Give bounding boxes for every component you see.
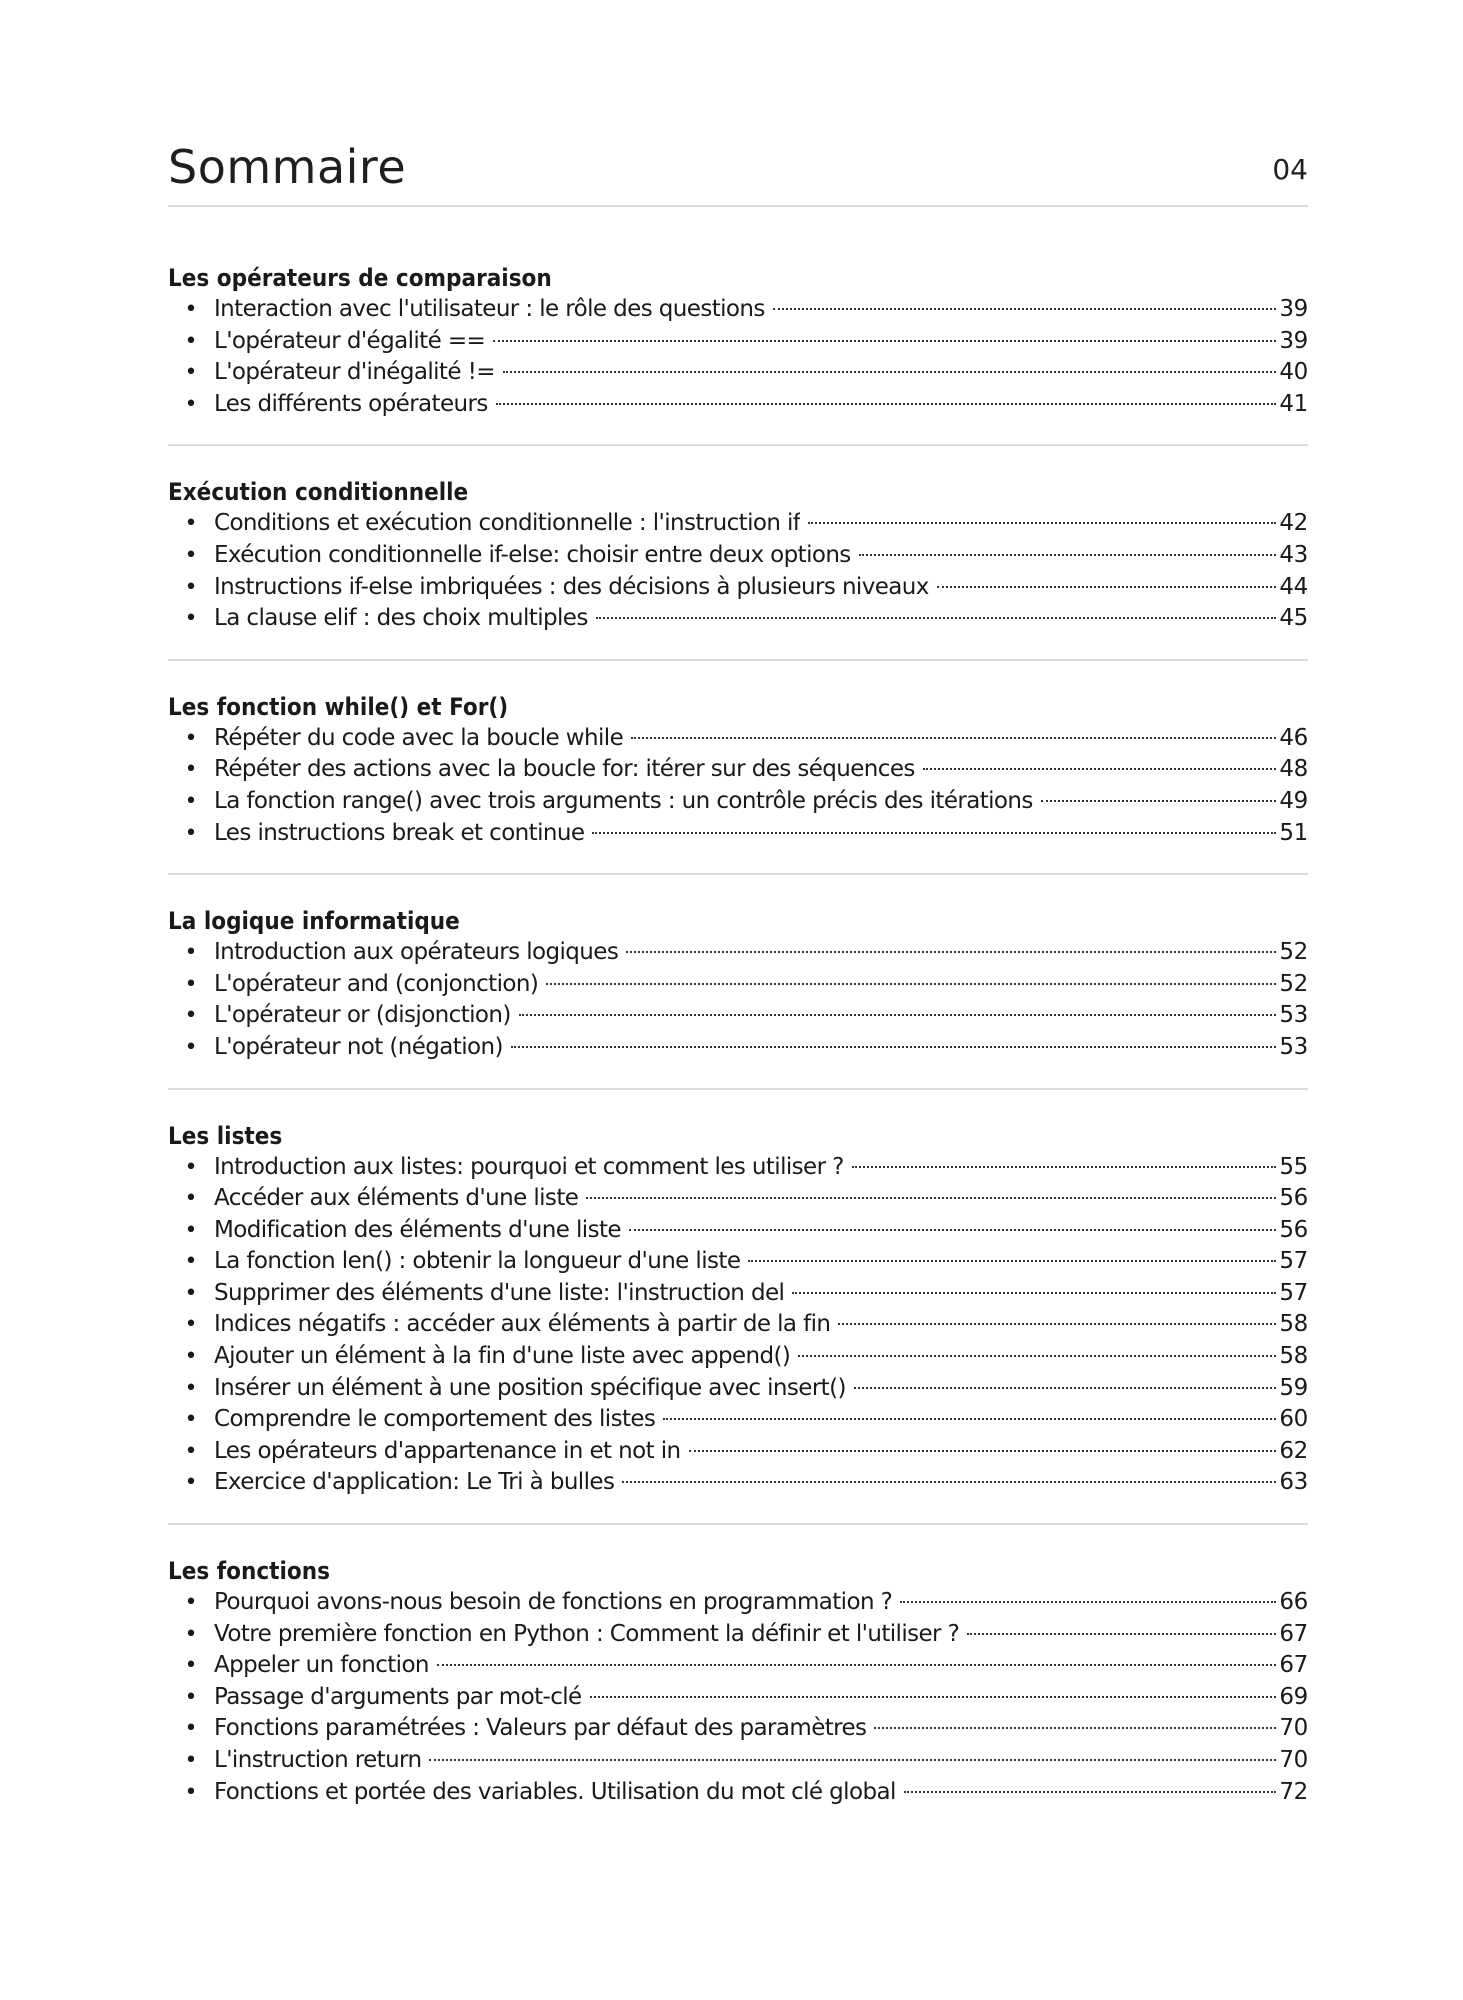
toc-entry[interactable] [168,1745,1308,1777]
bullet-icon: • [184,1716,198,1742]
entry-page-number: 62 [1279,1437,1308,1464]
bullet-icon: • [184,1684,198,1710]
section-entry-list [168,1587,1308,1808]
dot-leader [503,371,1276,373]
entry-label: Introduction aux listes: pourquoi et comment les utiliser ? [214,1153,844,1180]
entry-page-number: 60 [1279,1406,1308,1433]
dot-leader [874,1727,1276,1729]
bullet-icon: • [184,1407,198,1433]
bullet-icon: • [184,725,198,751]
entry-page-number: 39 [1279,327,1308,354]
toc-entry[interactable] [168,1183,1308,1215]
section-divider [168,444,1308,446]
toc-entry[interactable] [168,723,1308,755]
section-title: Les fonction while() et For() [168,692,509,721]
entry-page-number: 56 [1279,1216,1308,1243]
entry-page-number: 56 [1279,1185,1308,1212]
entry-page-number: 40 [1279,359,1308,386]
dot-leader [546,983,1276,985]
section-entry-list [168,508,1308,634]
dot-leader [773,308,1277,310]
dot-leader [792,1292,1276,1294]
entry-page-number: 51 [1279,819,1308,846]
section-divider [168,873,1308,875]
entry-label: L'instruction return [214,1747,422,1773]
toc-entry[interactable] [168,1309,1308,1341]
bullet-icon: • [184,940,198,966]
dot-leader [586,1197,1276,1199]
entry-label: La fonction range() avec trois arguments : un contrôle précis des itérations [214,787,1033,814]
dot-leader [854,1387,1276,1389]
bullet-icon: • [184,1154,198,1180]
entry-page-number: 44 [1279,573,1308,600]
entry-page-number: 72 [1279,1778,1308,1805]
toc-sections [168,262,1308,1808]
dot-leader [590,1696,1277,1698]
toc-entry[interactable] [168,1000,1308,1032]
entry-page-number: 42 [1279,510,1308,537]
toc-entry[interactable] [168,818,1308,850]
entry-label: Pourquoi avons-nous besoin de fonctions en programmation ? [214,1589,893,1616]
toc-section [168,691,1308,875]
dot-leader [1041,800,1277,802]
bullet-icon: • [184,1186,198,1212]
entry-label: Passage d'arguments par mot-clé [214,1683,582,1710]
dot-leader [904,1791,1277,1793]
entry-label: L'opérateur d'égalité == [214,327,486,354]
dot-leader [429,1759,1276,1761]
dot-leader [493,340,1276,342]
entry-label: Répéter des actions avec la boucle for: itérer sur des séquences [214,756,915,783]
entry-page-number: 70 [1279,1715,1308,1742]
dot-leader [592,832,1276,834]
entry-page-number: 45 [1279,605,1308,632]
section-title: Exécution conditionnelle [168,478,469,507]
entry-page-number: 67 [1279,1652,1308,1679]
section-title: Les opérateurs de comparaison [168,264,552,292]
toc-entry[interactable] [168,1404,1308,1436]
entry-page-number: 69 [1279,1683,1308,1710]
dot-leader [923,768,1277,770]
section-title: Les fonctions [168,1557,330,1586]
dot-leader [689,1450,1277,1452]
entry-page-number: 52 [1279,970,1308,997]
bullet-icon: • [184,1438,198,1464]
toc-entry[interactable] [168,937,1308,969]
toc-entry[interactable] [168,1436,1308,1468]
entry-label: Accéder aux éléments d'une liste [214,1185,579,1212]
entry-page-number: 55 [1279,1153,1308,1180]
page-header [168,140,1308,194]
dot-leader [511,1046,1277,1048]
section-divider [168,1523,1308,1525]
toc-entry[interactable] [168,1682,1308,1714]
toc-entry[interactable] [168,1587,1308,1619]
entry-page-number: 49 [1279,787,1308,814]
bullet-icon: • [184,1748,198,1773]
entry-label: Interaction avec l'utilisateur : le rôle des questions [214,296,765,322]
section-title: La logique informatique [168,907,460,936]
entry-page-number: 58 [1279,1311,1308,1338]
toc-entry[interactable] [168,1215,1308,1247]
toc-entry[interactable] [168,603,1308,635]
bullet-icon: • [184,1653,198,1679]
dot-leader [852,1166,1277,1168]
entry-page-number: 57 [1279,1248,1308,1275]
entry-label: Supprimer des éléments d'une liste: l'instruction del [214,1279,785,1306]
entry-label: L'opérateur not (négation) [214,1033,503,1060]
entry-label: La clause elif : des choix multiples [214,605,588,632]
entry-label: Exercice d'application: Le Tri à bulles [214,1469,615,1496]
section-entry-list [168,294,1308,420]
entry-page-number: 67 [1279,1620,1308,1647]
entry-page-number: 48 [1279,756,1308,783]
entry-label: Fonctions paramétrées : Valeurs par défaut des paramètres [214,1715,867,1742]
toc-section [168,1555,1308,1808]
bullet-icon: • [184,542,198,568]
toc-entry[interactable] [168,1373,1308,1405]
bullet-icon: • [184,1470,198,1496]
toc-entry[interactable] [168,508,1308,540]
entry-label: Répéter du code avec la boucle while [214,724,624,751]
entry-page-number: 53 [1279,1002,1308,1029]
dot-leader [596,617,1277,619]
section-divider [168,1088,1308,1090]
toc-entry[interactable] [168,1341,1308,1373]
toc-entry[interactable] [168,754,1308,786]
toc-section [168,476,1308,660]
bullet-icon: • [184,360,198,386]
toc-entry[interactable] [168,1713,1308,1745]
entry-page-number: 52 [1279,939,1308,966]
dot-leader [937,586,1277,588]
section-entry-list [168,1152,1308,1500]
entry-page-number: 43 [1279,541,1308,568]
toc-entry[interactable] [168,1246,1308,1278]
dot-leader [859,554,1277,556]
toc-section [168,905,1308,1089]
toc-entry[interactable] [168,357,1308,389]
entry-page-number: 46 [1279,724,1308,751]
toc-entry[interactable] [168,389,1308,421]
toc-entry[interactable] [168,294,1308,326]
dot-leader [629,1229,1276,1231]
toc-entry[interactable] [168,326,1308,358]
dot-leader [626,951,1276,953]
page-title: Sommaire [168,140,407,194]
header-divider [168,205,1308,207]
entry-label: Les opérateurs d'appartenance in et not in [214,1437,681,1464]
bullet-icon: • [184,511,198,537]
bullet-icon: • [184,757,198,783]
dot-leader [519,1014,1277,1016]
section-title: Les listes [168,1121,283,1150]
toc-entry[interactable] [168,1278,1308,1310]
section-entry-list [168,937,1308,1063]
dot-leader [798,1355,1276,1357]
entry-label: Fonctions et portée des variables. Utilisation du mot clé global [214,1778,896,1805]
entry-label: Indices négatifs : accéder aux éléments à partir de la fin [214,1311,831,1338]
entry-page-number: 58 [1279,1343,1308,1370]
bullet-icon: • [184,1344,198,1370]
dot-leader [663,1418,1276,1420]
bullet-icon: • [184,971,198,997]
entry-label: Comprendre le comportement des listes [214,1406,656,1433]
bullet-icon: • [184,391,198,417]
entry-label: Les différents opérateurs [214,390,488,417]
entry-label: Insérer un élément à une position spécifique avec insert() [214,1374,846,1401]
bullet-icon: • [184,606,198,632]
bullet-icon: • [184,1779,198,1805]
entry-label: Exécution conditionnelle if-else: choisir entre deux options [214,541,851,568]
bullet-icon: • [184,1003,198,1029]
entry-label: Ajouter un élément à la fin d'une liste avec append() [214,1343,791,1370]
entry-page-number: 66 [1279,1589,1308,1616]
dot-leader [496,403,1277,405]
entry-page-number: 63 [1279,1469,1308,1496]
bullet-icon: • [184,1621,198,1647]
bullet-icon: • [184,1590,198,1616]
section-entry-list [168,723,1308,849]
section-divider [168,659,1308,661]
dot-leader [631,737,1276,739]
toc-entry[interactable] [168,1152,1308,1184]
toc-entry[interactable] [168,1650,1308,1682]
bullet-icon: • [184,788,198,814]
toc-section [168,262,1308,446]
bullet-icon: • [184,1249,198,1275]
dot-leader [622,1481,1276,1483]
entry-label: Les instructions break et continue [214,819,585,846]
entry-page-number: 59 [1279,1374,1308,1401]
entry-page-number: 57 [1279,1279,1308,1306]
page-number: 04 [1272,153,1308,186]
dot-leader [808,522,1276,524]
entry-label: Votre première fonction en Python : Comment la définir et l'utiliser ? [214,1620,960,1647]
entry-page-number: 41 [1279,390,1308,417]
entry-label: Appeler un fonction [214,1652,429,1679]
entry-page-number: 70 [1279,1747,1308,1773]
entry-label: Conditions et exécution conditionnelle : l'instruction if [214,510,801,537]
toc-entry[interactable] [168,1619,1308,1651]
toc-entry[interactable] [168,1032,1308,1064]
dot-leader [748,1260,1276,1262]
entry-page-number: 39 [1279,296,1308,322]
entry-label: L'opérateur d'inégalité != [214,359,495,386]
toc-entry[interactable] [168,540,1308,572]
dot-leader [838,1323,1276,1325]
dot-leader [900,1601,1276,1603]
bullet-icon: • [184,1034,198,1060]
bullet-icon: • [184,1280,198,1306]
dot-leader [437,1664,1276,1666]
toc-entry[interactable] [168,1467,1308,1499]
toc-entry[interactable] [168,1777,1308,1809]
entry-label: L'opérateur or (disjonction) [214,1002,511,1029]
toc-section [168,1120,1308,1526]
bullet-icon: • [184,328,198,354]
bullet-icon: • [184,1312,198,1338]
dot-leader [967,1633,1276,1635]
entry-label: L'opérateur and (conjonction) [214,970,539,997]
bullet-icon: • [184,1217,198,1243]
entry-label: La fonction len() : obtenir la longueur d'une liste [214,1248,741,1275]
entry-page-number: 53 [1279,1033,1308,1060]
toc-entry[interactable] [168,786,1308,818]
toc-entry[interactable] [168,969,1308,1001]
bullet-icon: • [184,574,198,600]
bullet-icon: • [184,820,198,846]
toc-entry[interactable] [168,572,1308,604]
bullet-icon: • [184,297,198,322]
entry-label: Introduction aux opérateurs logiques [214,939,619,966]
entry-label: Modification des éléments d'une liste [214,1216,621,1243]
bullet-icon: • [184,1375,198,1401]
entry-label: Instructions if-else imbriquées : des décisions à plusieurs niveaux [214,573,929,600]
